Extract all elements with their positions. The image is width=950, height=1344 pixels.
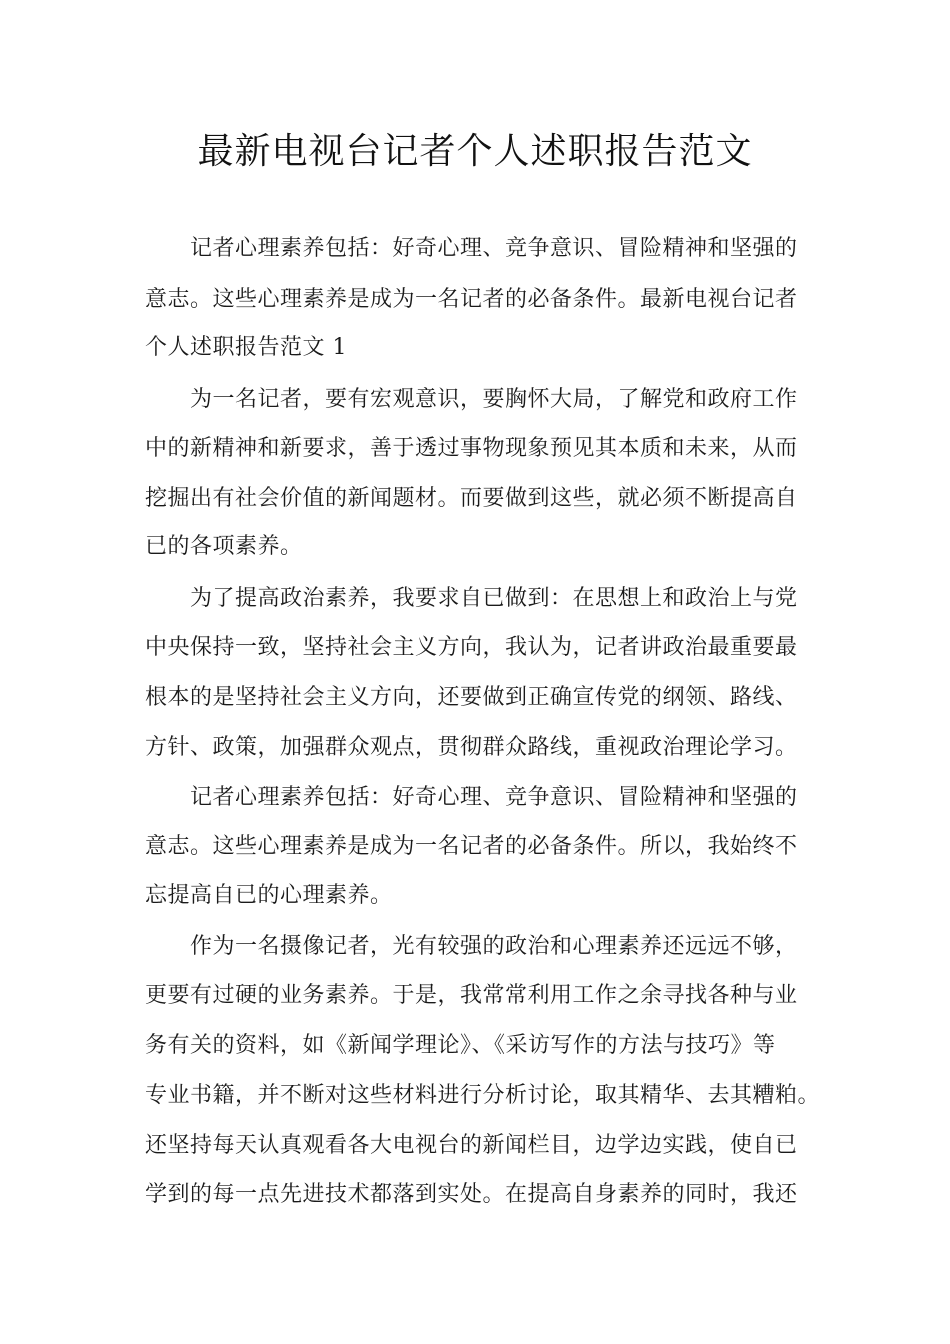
text-line: 意志。这些心理素养是成为一名记者的必备条件。所以，我始终不: [145, 834, 798, 859]
text-line: 中央保持一致，坚持社会主义方向，我认为，记者讲政治最重要最: [145, 635, 798, 660]
text-line: 更要有过硬的业务素养。于是，我常常利用工作之余寻找各种与业: [145, 983, 798, 1008]
text-line: 作为一名摄像记者，光有较强的政治和心理素养还远远不够，: [190, 934, 798, 959]
text-line: 记者心理素养包括：好奇心理、竞争意识、冒险精神和坚强的: [190, 236, 798, 261]
text-line: 挖掘出有社会价值的新闻题材。而要做到这些，就必须不断提高自: [145, 486, 798, 511]
text-line: 还坚持每天认真观看各大电视台的新闻栏目，边学边实践，使自已: [145, 1133, 798, 1158]
text-line: 忘提高自已的心理素养。: [145, 883, 393, 908]
text-line: 为一名记者，要有宏观意识，要胸怀大局，了解党和政府工作: [190, 387, 798, 412]
text-line: 务有关的资料，如《新闻学理论》、《采访写作的方法与技巧》等: [145, 1033, 776, 1058]
document-title: 最新电视台记者个人述职报告范文: [197, 131, 753, 172]
text-line: 方针、政策，加强群众观点，贯彻群众路线，重视政治理论学习。: [145, 735, 798, 760]
text-line: 记者心理素养包括：好奇心理、竞争意识、冒险精神和坚强的: [190, 785, 798, 810]
text-line: 个人述职报告范文 1: [145, 335, 347, 360]
text-line: 为了提高政治素养，我要求自已做到：在思想上和政治上与党: [190, 586, 798, 611]
text-line: 专业书籍，并不断对这些材料进行分析讨论，取其精华、去其糟粕。: [145, 1083, 821, 1108]
text-line: 中的新精神和新要求，善于透过事物现象预见其本质和未来，从而: [145, 436, 798, 461]
text-line: 根本的是坚持社会主义方向，还要做到正确宣传党的纲领、路线、: [145, 685, 798, 710]
text-line: 已的各项素养。: [145, 534, 303, 559]
text-line: 意志。这些心理素养是成为一名记者的必备条件。最新电视台记者: [145, 287, 798, 312]
text-line: 学到的每一点先进技术都落到实处。在提高自身素养的同时，我还: [145, 1182, 798, 1207]
